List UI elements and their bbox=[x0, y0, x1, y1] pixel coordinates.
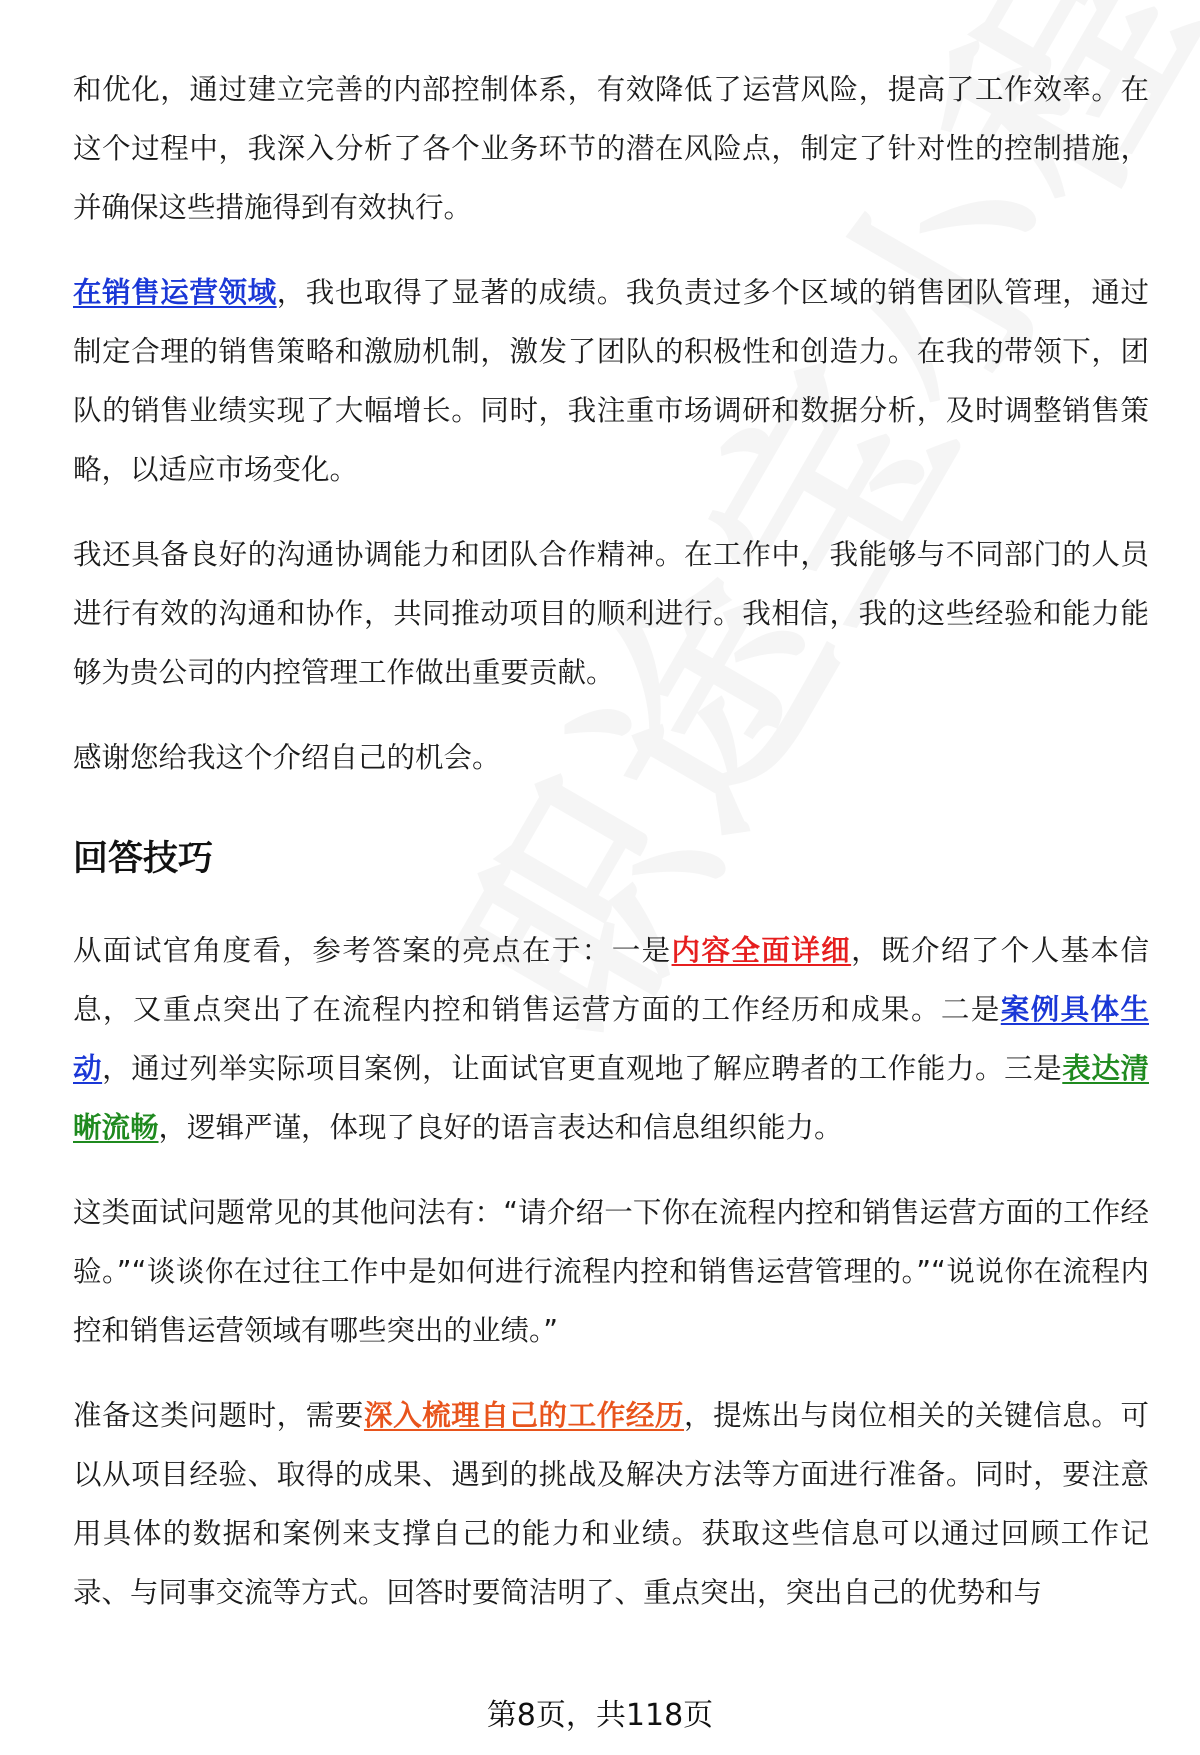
tip-text: ，既介绍了个人基本信息，又重点突出了在流程内控和销售运营方面的工作经历和成果。二是 bbox=[73, 934, 1149, 1026]
sales-operations-link[interactable]: 在销售运营领域 bbox=[73, 276, 277, 309]
tip-paragraph-highlights bbox=[73, 921, 1149, 1157]
highlight-comprehensive[interactable]: 内容全面详细 bbox=[671, 934, 852, 967]
tip-text: 从面试官角度看，参考答案的亮点在于：一是 bbox=[73, 934, 672, 967]
tip-paragraph-preparation bbox=[73, 1386, 1149, 1622]
paragraph-communication: 我还具备良好的沟通协调能力和团队合作精神。在工作中，我能够与不同部门的人员进行有效的沟通和协作，共同推动项目的顺利进行。我相信，我的这些经验和能力能够为贵公司的内控管理工作做出重要贡献。 bbox=[73, 538, 1149, 689]
paragraph-internal-control: 和优化，通过建立完善的内部控制体系，有效降低了运营风险，提高了工作效率。在这个过程中，我深入分析了各个业务环节的潜在风险点，制定了针对性的控制措施，并确保这些措施得到有效执行。 bbox=[73, 73, 1149, 224]
page-number: 第8页，共118页 bbox=[486, 1698, 714, 1733]
paragraph-thanks: 感谢您给我这个介绍自己的机会。 bbox=[73, 741, 501, 774]
paragraph-sales-operations bbox=[73, 263, 1149, 499]
tip-text: ，通过列举实际项目案例，让面试官更直观地了解应聘者的工作能力。三是 bbox=[102, 1052, 1063, 1085]
tip-text: 准备这类问题时，需要 bbox=[73, 1399, 364, 1432]
tip-paragraph-other-questions: 这类面试问题常见的其他问法有：“请介绍一下你在流程内控和销售运营方面的工作经验。”“谈谈你在过往工作中是如何进行流程内控和销售运营管理的。”“说说你在流程内控和销售运营领域有哪些突出的业绩。” bbox=[73, 1196, 1149, 1347]
tip-text: ，提炼出与岗位相关的关键信息。可以从项目经验、取得的成果、遇到的挑战及解决方法等方面进行准备。同时，要注意用具体的数据和案例来支撑自己的能力和业绩。获取这些信息可以通过回顾工作记录、与同事交流等方式。回答时要简洁明了、重点突出，突出自己的优势和与 bbox=[73, 1399, 1149, 1609]
section-title: 回答技巧 bbox=[73, 839, 214, 879]
tip-text: ，逻辑严谨，体现了良好的语言表达和信息组织能力。 bbox=[158, 1111, 843, 1144]
highlight-vivid-cases[interactable]: 案例具体生动 bbox=[73, 993, 1149, 1085]
highlight-review-experience[interactable]: 深入梳理自己的工作经历 bbox=[363, 1399, 685, 1432]
paragraph-text: ，我也取得了显著的成绩。我负责过多个区域的销售团队管理，通过制定合理的销售策略和激励机制，激发了团队的积极性和创造力。在我的带领下，团队的销售业绩实现了大幅增长。同时，我注重市场调研和数据分析，及时调整销售策略，以适应市场变化。 bbox=[73, 276, 1149, 486]
highlight-clear-expression[interactable]: 表达清晰流畅 bbox=[73, 1052, 1149, 1144]
document-body bbox=[73, 60, 1149, 1622]
